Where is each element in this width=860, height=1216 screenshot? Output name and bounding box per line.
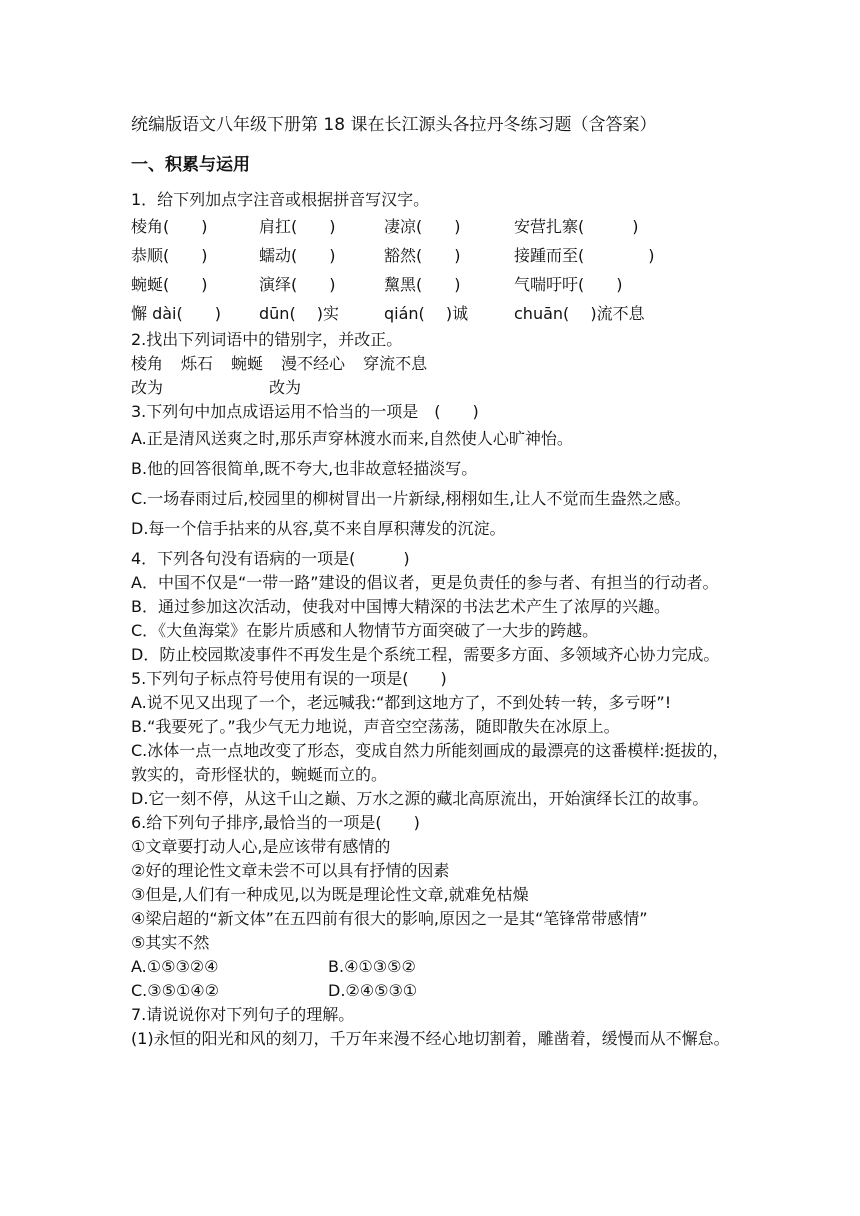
question-6-option-d: D.②④⑤③① bbox=[328, 981, 418, 1000]
pinyin-item: 演绎( ) bbox=[259, 275, 336, 294]
pinyin-row bbox=[131, 270, 731, 299]
question-7-item-1: (1)永恒的阳光和风的刻刀，千万年来漫不经心地切割着，雕凿着，缓慢而从不懈怠。 bbox=[131, 1029, 730, 1048]
pinyin-item: qián( )诚 bbox=[384, 304, 469, 323]
question-6-option-b: B.④①③⑤② bbox=[328, 957, 416, 976]
pinyin-row bbox=[131, 212, 731, 241]
pinyin-item: chuān( )流不息 bbox=[514, 304, 645, 323]
pinyin-item: 蜿蜒( ) bbox=[131, 275, 208, 294]
word-item: 漫不经心 bbox=[281, 354, 346, 373]
pinyin-item: 凄凉( ) bbox=[384, 217, 461, 236]
question-4-prompt: 4．下列各句没有语病的一项是( ) bbox=[131, 549, 410, 568]
question-6-options-row bbox=[131, 955, 731, 979]
question-2-prompt: 2.找出下列词语中的错别字，并改正。 bbox=[131, 330, 403, 349]
question-3-option-b: B.他的回答很简单,既不夸大,也非故意轻描淡写。 bbox=[131, 459, 478, 478]
pinyin-item: 气喘吁吁( ) bbox=[514, 275, 623, 294]
section-heading: 一、积累与运用 bbox=[131, 155, 250, 175]
word-item: 穿流不息 bbox=[363, 354, 428, 373]
question-3-option-d: D.每一个信手拈来的从容,莫不来自厚积薄发的沉淀。 bbox=[131, 519, 506, 538]
word-item: 棱角 bbox=[131, 354, 164, 373]
sentence-item: ②好的理论性文章未尝不可以具有抒情的因素 bbox=[131, 861, 450, 880]
sentence-item: ③但是,人们有一种成见,以为既是理论性文章,就难免枯燥 bbox=[131, 885, 529, 904]
question-3-option-a: A.正是清风送爽之时,那乐声穿林渡水而来,自然使人心旷神怡。 bbox=[131, 429, 573, 448]
question-1-grid bbox=[131, 212, 731, 328]
question-6-prompt: 6.给下列句子排序,最恰当的一项是( ) bbox=[131, 813, 420, 832]
question-2-correction bbox=[131, 376, 731, 400]
pinyin-item: 豁然( ) bbox=[384, 246, 461, 265]
question-5-option-a: A.说不见又出现了一个，老远喊我:“都到这地方了，不到处转一转，多亏呀”! bbox=[131, 693, 672, 712]
question-4-option-b: B．通过参加这次活动，使我对中国博大精深的书法艺术产生了浓厚的兴趣。 bbox=[131, 597, 670, 616]
question-5-option-d: D.它一刻不停，从这千山之巅、万水之源的藏北高原流出，开始演绎长江的故事。 bbox=[131, 789, 709, 808]
question-4-option-c: C．《大鱼海棠》在影片质感和人物情节方面突破了一大步的跨越。 bbox=[131, 621, 599, 640]
pinyin-item: dūn( )实 bbox=[259, 304, 340, 323]
question-6-option-a: A.①⑤③②④ bbox=[131, 957, 219, 976]
question-5-prompt: 5.下列句子标点符号使用有误的一项是( ) bbox=[131, 669, 447, 688]
pinyin-item: 恭顺( ) bbox=[131, 246, 208, 265]
question-5-option-b: B.“我要死了。”我少气无力地说，声音空空荡荡，随即散失在冰原上。 bbox=[131, 717, 620, 736]
word-item: 烁石 bbox=[181, 354, 214, 373]
sentence-item: ①文章要打动人心,是应该带有感情的 bbox=[131, 837, 391, 856]
pinyin-item: 蠕动( ) bbox=[259, 246, 336, 265]
pinyin-item: 安营扎寨( ) bbox=[514, 217, 639, 236]
question-1-prompt: 1．给下列加点字注音或根据拼音写汉字。 bbox=[131, 190, 430, 209]
question-4-option-d: D．防止校园欺凌事件不再发生是个系统工程，需要多方面、多领域齐心协力完成。 bbox=[131, 645, 720, 664]
document-title: 统编版语文八年级下册第 18 课在长江源头各拉丹冬练习题（含答案） bbox=[131, 115, 657, 135]
document-page bbox=[131, 112, 731, 1051]
pinyin-item: 接踵而至( ) bbox=[514, 246, 655, 265]
sentence-item: ④梁启超的“新文体”在五四前有很大的影响,原因之一是其“笔锋常带感情” bbox=[131, 909, 648, 928]
pinyin-item: 肩扛( ) bbox=[259, 217, 336, 236]
sentence-item: ⑤其实不然 bbox=[131, 933, 210, 952]
pinyin-item: 棱角( ) bbox=[131, 217, 208, 236]
pinyin-item: 黧黑( ) bbox=[384, 275, 461, 294]
question-6-option-c: C.③⑤①④② bbox=[131, 981, 219, 1000]
pinyin-row bbox=[131, 299, 731, 328]
pinyin-item: 懈 dài( ) bbox=[131, 304, 221, 323]
word-item: 蜿蜒 bbox=[231, 354, 264, 373]
question-5-option-c: C.冰体一点一点地改变了形态，变成自然力所能刻画成的最漂亮的这番模样:挺拔的，敦实的，奇形怪状的，蜿蜒而立的。 bbox=[131, 741, 729, 784]
correction-label: 改为 bbox=[269, 378, 302, 397]
question-3-prompt: 3.下列句中加点成语运用不恰当的一项是 ( ) bbox=[131, 402, 479, 421]
question-3-option-c: C.一场春雨过后,校园里的柳树冒出一片新绿,栩栩如生,让人不觉而生盎然之感。 bbox=[131, 489, 691, 508]
question-4-option-a: A．中国不仅是“一带一路”建设的倡议者，更是负责任的参与者、有担当的行动者。 bbox=[131, 573, 719, 592]
pinyin-row bbox=[131, 241, 731, 270]
question-2-words bbox=[131, 352, 731, 376]
question-7-prompt: 7.请说说你对下列句子的理解。 bbox=[131, 1005, 355, 1024]
correction-label: 改为 bbox=[131, 378, 164, 397]
question-6-options-row bbox=[131, 979, 731, 1003]
